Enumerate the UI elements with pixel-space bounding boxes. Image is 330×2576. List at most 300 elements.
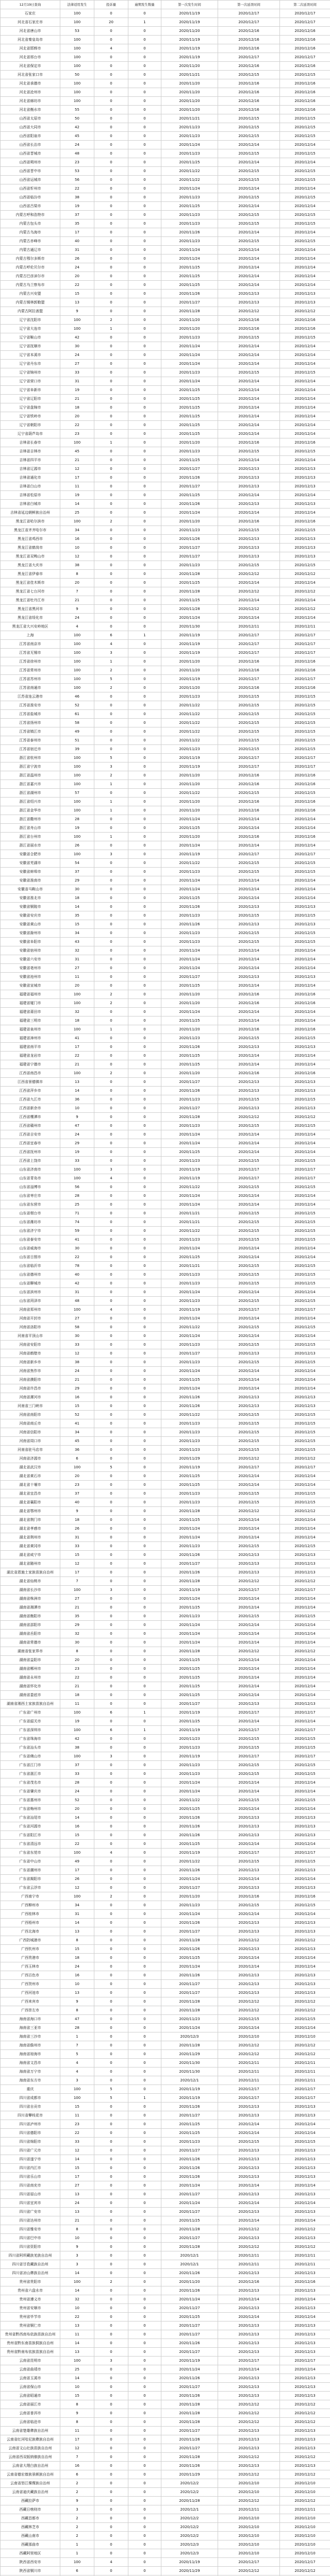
table-cell[interactable]: 0	[128, 719, 161, 727]
table-cell[interactable]: 0	[94, 535, 128, 544]
table-cell[interactable]: 0	[94, 1244, 128, 1253]
table-cell[interactable]: 2020/12/15	[218, 1218, 280, 1227]
table-cell[interactable]: 2020/12/15	[280, 736, 330, 745]
table-cell[interactable]: 0	[128, 876, 161, 885]
table-cell[interactable]: 12	[60, 2444, 94, 2453]
table-cell[interactable]: 27	[60, 964, 94, 973]
table-cell[interactable]: 0	[128, 1700, 161, 1708]
table-cell[interactable]: 42	[60, 1735, 94, 1743]
table-cell[interactable]: 100	[60, 2357, 94, 2365]
table-cell[interactable]: 2020/12/13	[280, 1551, 330, 1560]
table-cell[interactable]: 2020/12/14	[218, 885, 280, 894]
table-cell[interactable]: 0	[128, 990, 161, 999]
table-cell[interactable]: 2020/12/14	[280, 412, 330, 421]
table-cell[interactable]: 100	[60, 850, 94, 859]
table-cell[interactable]: 0	[128, 2540, 161, 2549]
table-cell[interactable]: 2020/11/25	[161, 491, 218, 500]
table-cell[interactable]: 0	[94, 1472, 128, 1481]
table-cell[interactable]: 辽宁省阜新市	[1, 386, 60, 395]
table-cell[interactable]: 2020/12/13	[218, 1831, 280, 1840]
table-cell[interactable]: 2020/12/14	[280, 1384, 330, 1393]
table-cell[interactable]: 2020/12/15	[280, 447, 330, 456]
table-cell[interactable]: 2020/12/14	[218, 1787, 280, 1796]
table-cell[interactable]: 2020/12/14	[218, 509, 280, 517]
table-cell[interactable]: 2020/11/22	[161, 710, 218, 719]
table-cell[interactable]: 2020/12/15	[280, 1743, 330, 1752]
table-cell[interactable]: 13	[60, 2190, 94, 2199]
table-cell[interactable]: 2020/11/20	[161, 657, 218, 666]
table-cell[interactable]: 2020/11/24	[161, 1875, 218, 1884]
table-cell[interactable]: 内蒙古包头市	[1, 219, 60, 228]
column-header[interactable]: 第一次发生时间	[161, 1, 218, 9]
table-cell[interactable]: 2020/11/19	[161, 754, 218, 762]
table-cell[interactable]: 0	[94, 1989, 128, 1997]
table-cell[interactable]: 2020/11/27	[161, 2383, 218, 2392]
table-cell[interactable]: 福建省南平市	[1, 1043, 60, 1052]
table-cell[interactable]: 海南省万宁市	[1, 2067, 60, 2076]
table-cell[interactable]: 2020/11/24	[161, 1910, 218, 1919]
table-cell[interactable]: 2020/12/13	[218, 903, 280, 911]
table-cell[interactable]: 山西省阳泉市	[1, 132, 60, 141]
table-cell[interactable]: 2020/12/13	[280, 2304, 330, 2313]
table-cell[interactable]: 安徽省铜陵市	[1, 903, 60, 911]
table-cell[interactable]: 2020/12/14	[218, 815, 280, 824]
table-cell[interactable]: 100	[60, 762, 94, 771]
table-cell[interactable]: 19	[60, 824, 94, 833]
table-cell[interactable]: 2020/12/13	[218, 1087, 280, 1095]
table-cell[interactable]: 广东省潮州市	[1, 1866, 60, 1875]
table-cell[interactable]: 2020/12/13	[218, 2286, 280, 2295]
table-cell[interactable]: 0	[94, 1577, 128, 1586]
table-cell[interactable]: 0	[128, 1332, 161, 1341]
table-cell[interactable]: 2020/12/15	[218, 1770, 280, 1778]
table-cell[interactable]: 2020/12/15	[280, 868, 330, 876]
table-cell[interactable]: 2020/11/27	[161, 2444, 218, 2453]
table-cell[interactable]: 0	[94, 1498, 128, 1507]
table-cell[interactable]: 江苏省泰州市	[1, 736, 60, 745]
table-cell[interactable]: 2020/12/13	[280, 2462, 330, 2470]
table-cell[interactable]: 2020/11/20	[161, 833, 218, 841]
table-cell[interactable]: 2020/12/14	[218, 456, 280, 465]
table-cell[interactable]: 16	[60, 1393, 94, 1402]
table-cell[interactable]: 100	[60, 1069, 94, 1078]
table-cell[interactable]: 0	[128, 298, 161, 307]
table-cell[interactable]: 1	[128, 631, 161, 640]
table-cell[interactable]: 河北省石家庄市	[1, 18, 60, 27]
table-cell[interactable]: 58	[60, 719, 94, 727]
table-cell[interactable]: 0	[94, 456, 128, 465]
table-cell[interactable]: 14	[60, 2339, 94, 2348]
table-cell[interactable]: 2020/12/13	[280, 298, 330, 307]
table-cell[interactable]: 0	[94, 2050, 128, 2059]
table-cell[interactable]: 江西省赣州市	[1, 1122, 60, 1130]
table-cell[interactable]: 0	[94, 2199, 128, 2208]
table-cell[interactable]: 山东省泰安市	[1, 1235, 60, 1244]
table-cell[interactable]: 2	[94, 316, 128, 325]
table-cell[interactable]: 2020/12/15	[218, 1419, 280, 1428]
table-cell[interactable]: 2020/12/13	[280, 2330, 330, 2339]
table-cell[interactable]: 0	[128, 325, 161, 333]
table-cell[interactable]: 51	[60, 736, 94, 745]
table-cell[interactable]: 安徽省黄山市	[1, 920, 60, 929]
table-cell[interactable]: 0	[128, 1262, 161, 1270]
table-cell[interactable]: 9	[60, 2497, 94, 2505]
table-cell[interactable]: 2020/12/15	[280, 123, 330, 132]
table-cell[interactable]: 湖北省恩施土家族苗族自治州	[1, 1568, 60, 1577]
table-cell[interactable]: 0	[94, 2295, 128, 2304]
table-cell[interactable]: 2020/11/23	[161, 2138, 218, 2146]
table-cell[interactable]: 0	[128, 911, 161, 920]
table-cell[interactable]: 广东省佛山市	[1, 1752, 60, 1761]
table-cell[interactable]: 2020/12/13	[280, 1560, 330, 1568]
table-cell[interactable]: 2020/12/14	[218, 1192, 280, 1200]
table-cell[interactable]: 2020/11/25	[161, 403, 218, 412]
table-cell[interactable]: 0	[94, 859, 128, 868]
table-cell[interactable]: 广西百色市	[1, 1971, 60, 1980]
table-cell[interactable]: 2020/12/12	[280, 307, 330, 316]
table-cell[interactable]: 2020/12/12	[218, 2497, 280, 2505]
table-cell[interactable]: 0	[94, 868, 128, 876]
table-cell[interactable]: 2020/11/26	[161, 1402, 218, 1411]
table-cell[interactable]: 0	[94, 1524, 128, 1533]
table-cell[interactable]: 2020/12/14	[218, 1472, 280, 1481]
table-cell[interactable]: 2020/12/16	[218, 1892, 280, 1901]
table-cell[interactable]: 2020/11/25	[161, 456, 218, 465]
table-cell[interactable]: 0	[128, 526, 161, 535]
table-cell[interactable]: 2020/12/17	[218, 1752, 280, 1761]
table-cell[interactable]: 0	[94, 491, 128, 500]
table-cell[interactable]: 0	[128, 1183, 161, 1192]
table-cell[interactable]: 0	[94, 193, 128, 202]
table-cell[interactable]: 0	[94, 1446, 128, 1454]
table-cell[interactable]: 2020/11/23	[161, 1489, 218, 1498]
table-cell[interactable]: 0	[94, 815, 128, 824]
table-cell[interactable]: 25	[60, 509, 94, 517]
table-cell[interactable]: 17	[60, 1866, 94, 1875]
table-cell[interactable]: 18	[60, 1954, 94, 1962]
table-cell[interactable]: 2020/12/16	[218, 325, 280, 333]
table-cell[interactable]: 2020/11/22	[161, 736, 218, 745]
table-cell[interactable]: 2020/11/23	[161, 1279, 218, 1288]
table-cell[interactable]: 0	[94, 246, 128, 255]
table-cell[interactable]: 河南省许昌市	[1, 1384, 60, 1393]
table-cell[interactable]: 100	[60, 1586, 94, 1595]
table-cell[interactable]: 0	[94, 552, 128, 561]
table-cell[interactable]: 2020/11/27	[161, 1104, 218, 1113]
table-cell[interactable]: 5	[94, 675, 128, 684]
table-cell[interactable]: 黑龙江省绥化市	[1, 614, 60, 622]
table-cell[interactable]: 2020/12/17	[218, 675, 280, 684]
table-cell[interactable]: 2020/11/25	[161, 1481, 218, 1489]
table-cell[interactable]: 0	[128, 447, 161, 456]
table-cell[interactable]: 0	[94, 1043, 128, 1052]
table-cell[interactable]: 0	[128, 824, 161, 833]
table-cell[interactable]: 2020/12/16	[280, 666, 330, 675]
table-cell[interactable]: 2020/12/14	[218, 1682, 280, 1691]
table-cell[interactable]: 江西省新余市	[1, 1104, 60, 1113]
table-cell[interactable]: 34	[60, 1901, 94, 1910]
table-cell[interactable]: 2020/12/17	[218, 2357, 280, 2365]
table-cell[interactable]: 2020/12/15	[280, 938, 330, 946]
table-cell[interactable]: 0	[128, 1980, 161, 1989]
table-cell[interactable]: 100	[60, 2558, 94, 2567]
table-cell[interactable]: 0	[94, 123, 128, 132]
table-cell[interactable]: 2020/12/14	[218, 1717, 280, 1726]
table-cell[interactable]: 2020/12/13	[280, 290, 330, 298]
table-cell[interactable]: 江西省上饶市	[1, 1157, 60, 1165]
table-cell[interactable]: 28	[60, 1778, 94, 1787]
table-cell[interactable]: 45	[60, 132, 94, 141]
table-cell[interactable]: 0	[94, 1647, 128, 1656]
table-cell[interactable]: 广西南宁市	[1, 1892, 60, 1901]
table-cell[interactable]: 2020/12/17	[218, 1586, 280, 1595]
table-cell[interactable]: 14	[60, 1087, 94, 1095]
table-cell[interactable]: 2020/11/25	[161, 272, 218, 281]
table-cell[interactable]: 1	[60, 2540, 94, 2549]
table-cell[interactable]: 0	[128, 1314, 161, 1323]
table-cell[interactable]: 0	[94, 2330, 128, 2339]
table-cell[interactable]: 2020/11/26	[161, 1043, 218, 1052]
table-cell[interactable]: 2020/12/16	[218, 79, 280, 88]
table-cell[interactable]: 0	[128, 1761, 161, 1770]
table-cell[interactable]: 0	[94, 1016, 128, 1025]
table-cell[interactable]: 海南省三亚市	[1, 2024, 60, 2032]
table-cell[interactable]: 0	[94, 2505, 128, 2514]
table-cell[interactable]: 贵州省毕节市	[1, 2313, 60, 2321]
table-cell[interactable]: 0	[128, 1235, 161, 1244]
table-cell[interactable]: 2020/12/13	[218, 2435, 280, 2444]
table-cell[interactable]: 2020/11/25	[161, 1691, 218, 1700]
table-cell[interactable]: 福建省泉州市	[1, 1025, 60, 1034]
table-cell[interactable]: 山东省菏泽市	[1, 1297, 60, 1306]
table-cell[interactable]: 2020/12/13	[280, 2348, 330, 2357]
table-cell[interactable]: 2020/12/15	[280, 745, 330, 754]
table-cell[interactable]: 0	[128, 2567, 161, 2575]
table-cell[interactable]: 安徽省淮北市	[1, 894, 60, 903]
table-cell[interactable]: 21	[60, 456, 94, 465]
table-cell[interactable]: 0	[94, 2435, 128, 2444]
table-cell[interactable]: 广西钦州市	[1, 1945, 60, 1954]
table-cell[interactable]: 27	[60, 1314, 94, 1323]
table-cell[interactable]: 0	[128, 2181, 161, 2190]
table-cell[interactable]: 0	[128, 1735, 161, 1743]
table-cell[interactable]: 2020/11/30	[161, 2059, 218, 2067]
table-cell[interactable]: 24	[60, 1787, 94, 1796]
table-cell[interactable]: 0	[128, 1778, 161, 1787]
table-cell[interactable]: 0	[94, 1778, 128, 1787]
table-cell[interactable]: 2020/11/27	[161, 1927, 218, 1936]
table-cell[interactable]: 2020/12/17	[280, 2094, 330, 2103]
table-cell[interactable]: 0	[128, 1393, 161, 1402]
table-cell[interactable]: 0	[94, 1411, 128, 1419]
table-cell[interactable]: 江苏省无锡市	[1, 649, 60, 657]
table-cell[interactable]: 38	[60, 561, 94, 570]
table-cell[interactable]: 0	[128, 833, 161, 841]
table-cell[interactable]: 2020/11/27	[161, 1884, 218, 1892]
table-cell[interactable]: 2020/12/14	[280, 2199, 330, 2208]
table-cell[interactable]: 0	[128, 981, 161, 990]
table-cell[interactable]: 2020/11/22	[161, 1183, 218, 1192]
table-cell[interactable]: 2020/12/15	[218, 1411, 280, 1419]
table-cell[interactable]: 0	[128, 1507, 161, 1516]
table-cell[interactable]: 2020/11/26	[161, 903, 218, 911]
table-cell[interactable]: 2020/12/12	[218, 307, 280, 316]
table-cell[interactable]: 2020/12/14	[280, 272, 330, 281]
table-cell[interactable]: 34	[60, 929, 94, 938]
table-cell[interactable]: 0	[94, 561, 128, 570]
table-cell[interactable]: 0	[128, 1139, 161, 1148]
table-cell[interactable]: 2020/12/13	[280, 2392, 330, 2400]
table-cell[interactable]: 2020/12/1	[161, 2260, 218, 2269]
table-cell[interactable]: 2020/11/24	[161, 246, 218, 255]
table-cell[interactable]: 2020/12/16	[280, 79, 330, 88]
table-cell[interactable]: 2020/12/15	[218, 1901, 280, 1910]
table-cell[interactable]: 0	[128, 1034, 161, 1043]
table-cell[interactable]: 2020/11/24	[161, 1787, 218, 1796]
table-cell[interactable]: 江苏省镇江市	[1, 727, 60, 736]
table-cell[interactable]: 2020/12/14	[218, 2120, 280, 2129]
table-cell[interactable]: 41	[60, 1419, 94, 1428]
table-cell[interactable]: 2020/12/14	[218, 1665, 280, 1673]
table-cell[interactable]: 2020/12/16	[280, 88, 330, 97]
table-cell[interactable]: 0	[94, 27, 128, 36]
table-cell[interactable]: 0	[128, 2216, 161, 2225]
table-cell[interactable]: 2020/12/14	[218, 1376, 280, 1384]
table-cell[interactable]: 黑龙江省哈尔滨市	[1, 517, 60, 526]
table-cell[interactable]: 12	[60, 2146, 94, 2155]
table-cell[interactable]: 0	[94, 482, 128, 491]
table-cell[interactable]: 四川省巴中市	[1, 2234, 60, 2243]
table-cell[interactable]: 0	[94, 1875, 128, 1884]
table-cell[interactable]: 山东省临沂市	[1, 1262, 60, 1270]
table-cell[interactable]: 2020/12/15	[218, 149, 280, 158]
table-cell[interactable]: 吉林省白城市	[1, 500, 60, 509]
table-cell[interactable]: 2020/12/15	[218, 1034, 280, 1043]
table-cell[interactable]: 0	[128, 1673, 161, 1682]
table-cell[interactable]: 2020/12/15	[280, 1297, 330, 1306]
table-cell[interactable]: 2020/12/14	[218, 1533, 280, 1542]
table-cell[interactable]: 0	[128, 2286, 161, 2295]
table-cell[interactable]: 2020/12/17	[218, 2094, 280, 2103]
table-cell[interactable]: 0	[94, 1314, 128, 1323]
table-cell[interactable]: 0	[128, 1533, 161, 1542]
table-cell[interactable]: 2020/11/24	[161, 1139, 218, 1148]
table-cell[interactable]: 0	[128, 1805, 161, 1814]
table-cell[interactable]: 0	[94, 2514, 128, 2523]
table-cell[interactable]: 2020/11/22	[161, 167, 218, 176]
table-cell[interactable]: 2020/11/23	[161, 1341, 218, 1349]
table-cell[interactable]: 辽宁省大连市	[1, 325, 60, 333]
table-cell[interactable]: 11	[60, 482, 94, 491]
table-cell[interactable]: 23	[60, 158, 94, 167]
table-cell[interactable]: 0	[128, 1691, 161, 1700]
table-cell[interactable]: 0	[128, 421, 161, 430]
table-cell[interactable]: 2020/11/24	[161, 1630, 218, 1638]
table-cell[interactable]: 24	[60, 614, 94, 622]
table-cell[interactable]: 湖北省宜昌市	[1, 1489, 60, 1498]
table-cell[interactable]: 31	[60, 246, 94, 255]
table-cell[interactable]: 2020/12/14	[218, 2295, 280, 2304]
table-cell[interactable]: 29	[60, 1621, 94, 1630]
table-cell[interactable]: 2020/12/15	[280, 211, 330, 219]
table-cell[interactable]: 0	[94, 2540, 128, 2549]
table-cell[interactable]: 2020/12/16	[218, 833, 280, 841]
table-cell[interactable]: 100	[60, 44, 94, 53]
table-cell[interactable]: 9	[60, 2409, 94, 2418]
table-cell[interactable]: 2020/12/12	[218, 2243, 280, 2251]
table-cell[interactable]: 2020/12/15	[218, 561, 280, 570]
table-cell[interactable]: 0	[94, 2129, 128, 2138]
table-cell[interactable]: 广东省湛江市	[1, 1770, 60, 1778]
table-cell[interactable]: 0	[128, 1743, 161, 1752]
table-cell[interactable]: 2020/12/13	[280, 2111, 330, 2120]
table-cell[interactable]: 2020/12/17	[218, 2085, 280, 2094]
table-cell[interactable]: 2020/12/15	[218, 692, 280, 701]
table-cell[interactable]: 2020/12/16	[218, 36, 280, 44]
table-cell[interactable]: 0	[128, 1200, 161, 1209]
table-cell[interactable]: 山西省吕梁市	[1, 202, 60, 211]
table-cell[interactable]: 26	[60, 1875, 94, 1884]
table-cell[interactable]: 河北省沧州市	[1, 88, 60, 97]
table-cell[interactable]: 2020/11/27	[161, 2321, 218, 2330]
table-cell[interactable]: 内蒙古乌兰察布市	[1, 281, 60, 290]
table-cell[interactable]: 0	[94, 2269, 128, 2278]
table-cell[interactable]: 2020/12/15	[218, 447, 280, 456]
table-cell[interactable]: 2020/12/13	[218, 1866, 280, 1875]
table-cell[interactable]: 河南省驻马店市	[1, 1446, 60, 1454]
table-cell[interactable]: 0	[94, 1349, 128, 1358]
table-cell[interactable]: 2020/12/17	[280, 1586, 330, 1595]
table-cell[interactable]: 2020/12/14	[280, 1367, 330, 1376]
table-cell[interactable]: 0	[128, 815, 161, 824]
table-cell[interactable]: 2020/12/14	[218, 955, 280, 964]
table-cell[interactable]: 内蒙古呼和浩特市	[1, 211, 60, 219]
table-cell[interactable]: 2020/11/26	[161, 2462, 218, 2470]
table-cell[interactable]: 0	[128, 1358, 161, 1367]
table-cell[interactable]: 2020/11/25	[161, 1516, 218, 1524]
table-cell[interactable]: 2020/12/12	[218, 2400, 280, 2409]
table-cell[interactable]: 6	[94, 631, 128, 640]
table-cell[interactable]: 2020/12/14	[218, 491, 280, 500]
table-cell[interactable]: 100	[60, 18, 94, 27]
table-cell[interactable]: 广西防城港市	[1, 1936, 60, 1945]
table-cell[interactable]: 0	[128, 622, 161, 631]
table-cell[interactable]: 2020/12/14	[218, 946, 280, 955]
table-cell[interactable]: 0	[128, 342, 161, 351]
table-cell[interactable]: 2020/11/19	[161, 1174, 218, 1183]
table-cell[interactable]: 2020/12/17	[218, 53, 280, 62]
table-cell[interactable]: 0	[94, 386, 128, 395]
table-cell[interactable]: 0	[94, 1122, 128, 1130]
table-cell[interactable]: 27	[60, 1595, 94, 1603]
table-cell[interactable]: 0	[94, 1279, 128, 1288]
table-cell[interactable]: 15	[60, 290, 94, 298]
table-cell[interactable]: 2020/12/15	[280, 1735, 330, 1743]
table-cell[interactable]: 0	[94, 1656, 128, 1665]
table-cell[interactable]: 0	[94, 2470, 128, 2479]
table-cell[interactable]: 0	[128, 1279, 161, 1288]
table-cell[interactable]: 2020/11/28	[161, 2418, 218, 2427]
table-cell[interactable]: 18	[60, 403, 94, 412]
table-cell[interactable]: 0	[128, 158, 161, 167]
table-cell[interactable]: 2020/12/11	[218, 2076, 280, 2085]
table-cell[interactable]: 0	[94, 605, 128, 614]
table-cell[interactable]: 38	[60, 1743, 94, 1752]
table-cell[interactable]: 0	[94, 2313, 128, 2321]
table-cell[interactable]: 2020/12/12	[218, 2225, 280, 2234]
table-cell[interactable]: 100	[60, 36, 94, 44]
table-cell[interactable]: 2020/12/14	[280, 1332, 330, 1341]
